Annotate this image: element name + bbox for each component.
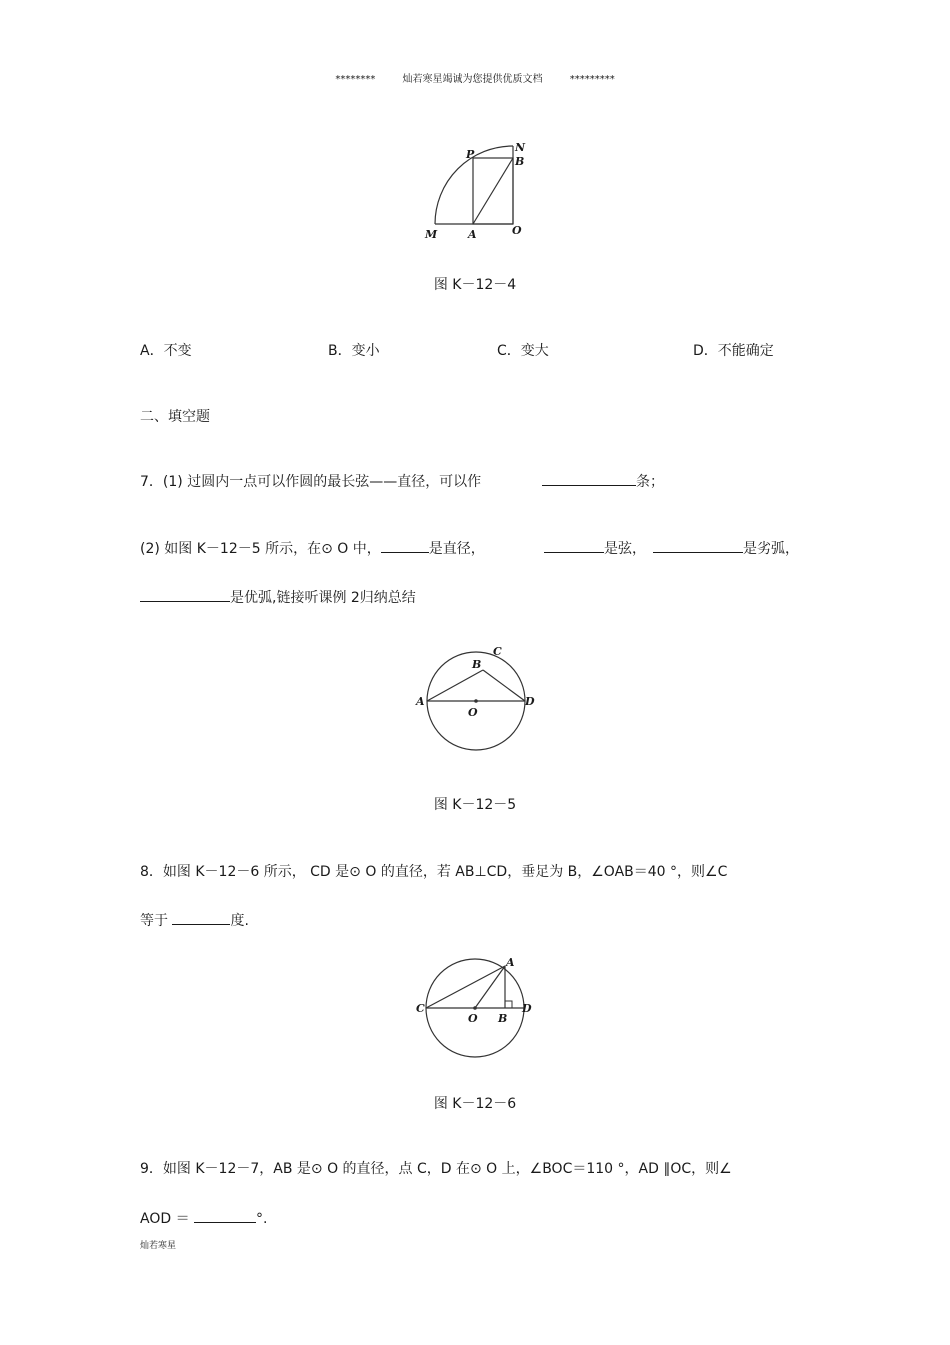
answer-blank[interactable] (653, 538, 743, 553)
figure-caption-k-12-5: 图 K－12－5 (433, 797, 517, 813)
answer-blank[interactable] (172, 910, 230, 925)
q7-part2-line2 (140, 587, 416, 607)
center-point (473, 1006, 477, 1010)
header-stars-left: ******** (335, 74, 376, 85)
label-b: B (498, 1012, 508, 1025)
q7-part2-note: ,链接听课例 2归纳总结 (272, 590, 416, 606)
figure-caption-k-12-6: 图 K－12－6 (433, 1096, 517, 1112)
label-c: C (416, 1002, 425, 1015)
q7-part2-line1b (544, 538, 646, 558)
answer-blank[interactable] (194, 1208, 256, 1223)
segment-oa (475, 966, 505, 1008)
figure-caption-k-12-4: 图 K－12－4 (433, 277, 517, 293)
q8-line2-end: 度. (230, 913, 249, 929)
label-d: D (525, 695, 535, 708)
label-a: A (468, 228, 477, 241)
label-o: O (468, 1012, 478, 1025)
label-n: N (515, 141, 526, 154)
q7-part2-line2-end: 是优弧 (230, 590, 272, 606)
q8-line1: 8．如图 K－12－6 所示， CD 是⊙ O 的直径，若 AB⊥CD，垂足为 B，∠OAB＝40 °，则∠C (140, 864, 728, 880)
q7-part2-line1c (653, 538, 799, 558)
figure-k-12-4 (415, 138, 535, 243)
q8-line2-start: 等于 (140, 913, 168, 929)
q9-line1: 9．如图 K－12－7，AB 是⊙ O 的直径，点 C，D 在⊙ O 上，∠BOC＝110 °，AD ∥OC，则∠ (140, 1161, 732, 1177)
label-a: A (506, 956, 515, 969)
header-stars-right: ********* (569, 74, 615, 85)
label-b: B (472, 658, 482, 671)
label-b: B (515, 155, 525, 168)
option-c: C．变大 (497, 343, 549, 359)
section-heading: 二、填空题 (140, 409, 210, 425)
segment-ca (426, 966, 505, 1008)
label-d: D (522, 1002, 532, 1015)
header-title: 灿若寒星竭诚为您提供优质文档 (402, 74, 543, 85)
q7-part2-line1 (140, 538, 485, 558)
q7-part2-s2: 是弦， (604, 541, 646, 557)
figure-k-12-5 (410, 638, 540, 758)
answer-blank[interactable] (381, 538, 429, 553)
answer-blank[interactable] (542, 471, 636, 486)
option-d: D．不能确定 (693, 343, 774, 359)
answer-blank[interactable] (544, 538, 604, 553)
label-p: P (466, 148, 475, 161)
answer-blank[interactable] (140, 587, 230, 602)
diagonal-ab (473, 158, 513, 224)
figure-k-12-6 (410, 952, 540, 1062)
q9-line2 (140, 1208, 268, 1228)
q9-line2-end: °. (256, 1211, 268, 1227)
q7-part2-s1: 是直径， (428, 541, 485, 557)
label-o: O (468, 706, 478, 719)
q7-part1-answer (542, 471, 664, 491)
label-c: C (493, 645, 502, 658)
center-point (474, 699, 478, 703)
label-m: M (425, 228, 438, 241)
q9-line2-start: AOD ＝ (140, 1211, 190, 1227)
option-b: B．变小 (328, 343, 380, 359)
page-header (0, 70, 950, 85)
label-o: O (512, 224, 522, 237)
label-a: A (416, 695, 425, 708)
q8-line2 (140, 910, 249, 930)
q7-part1-end: 条； (636, 474, 664, 490)
q7-part1 (140, 471, 481, 491)
page-footer: 灿若寒星 (140, 1241, 177, 1251)
chord-bd (483, 670, 525, 701)
right-angle-mark (505, 1001, 512, 1008)
option-a: A．不变 (140, 343, 192, 359)
q7-part2-s3: 是劣弧， (743, 541, 799, 557)
q7-part1-text: 7．(1) 过圆内一点可以作圆的最长弦——直径，可以作 (140, 474, 482, 490)
q7-part2-start: (2) 如图 K－12－5 所示，在⊙ O 中， (140, 541, 381, 557)
